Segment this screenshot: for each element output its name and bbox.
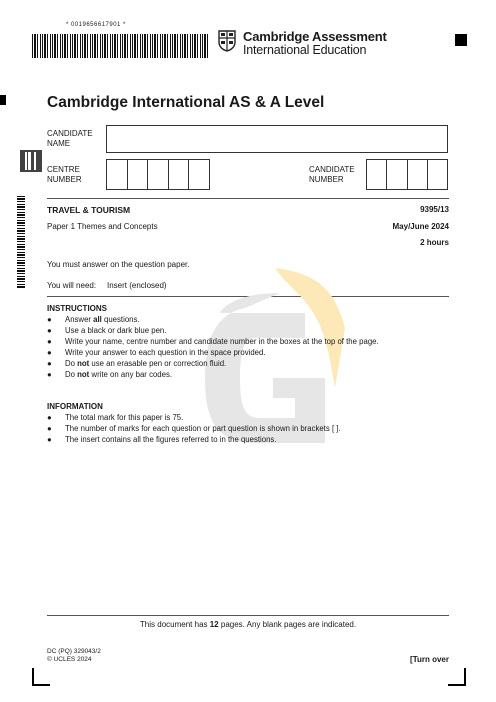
paper-code: 9395/13 bbox=[420, 205, 449, 214]
instructions-list bbox=[47, 314, 379, 380]
centre-number-label: CENTRE NUMBER bbox=[47, 165, 82, 184]
digit-box[interactable] bbox=[107, 160, 127, 189]
instructions-heading: INSTRUCTIONS bbox=[47, 304, 107, 313]
digit-box[interactable] bbox=[427, 160, 447, 189]
candidate-number-field[interactable] bbox=[366, 159, 448, 190]
answer-instruction: You must answer on the question paper. bbox=[47, 260, 190, 269]
shield-icon bbox=[218, 30, 236, 52]
need-value: Insert (enclosed) bbox=[107, 281, 167, 290]
list-item: ● Do not use an erasable pen or correction fluid. bbox=[47, 359, 227, 368]
need-label: You will need: bbox=[47, 281, 97, 290]
information-list bbox=[47, 412, 341, 445]
digit-box[interactable] bbox=[367, 160, 386, 189]
page-count-note: This document has 12 pages. Any blank pages are indicated. bbox=[139, 620, 357, 629]
divider bbox=[47, 615, 449, 616]
information-heading: INFORMATION bbox=[47, 402, 103, 411]
candidate-name-field[interactable] bbox=[106, 125, 448, 153]
list-item: ● Do not write on any bar codes. bbox=[47, 370, 173, 379]
centre-number-field[interactable] bbox=[106, 159, 210, 190]
top-barcode bbox=[32, 34, 208, 58]
crop-mark bbox=[448, 668, 466, 686]
registration-mark bbox=[455, 34, 467, 46]
paper-title: Paper 1 Themes and Concepts bbox=[47, 222, 158, 231]
logo-line2: International Education bbox=[243, 43, 367, 57]
digit-box[interactable] bbox=[147, 160, 168, 189]
list-item: ● The number of marks for each question or part question is shown in brackets [ ]. bbox=[47, 424, 341, 433]
barcode-number: * 0019656617901 * bbox=[66, 22, 126, 28]
exam-duration: 2 hours bbox=[420, 238, 449, 247]
digit-box[interactable] bbox=[168, 160, 189, 189]
list-item: ● Write your name, centre number and candidate number in the boxes at the top of the page. bbox=[47, 337, 379, 346]
copyright: © UCLES 2024 bbox=[47, 656, 92, 663]
cambridge-logo bbox=[218, 28, 387, 57]
list-item: ● The insert contains all the figures referred to in the questions. bbox=[47, 435, 277, 444]
list-item: ● Use a black or dark blue pen. bbox=[47, 326, 167, 335]
crop-mark bbox=[32, 668, 50, 686]
list-item: ● Answer all questions. bbox=[47, 315, 140, 324]
exam-session: May/June 2024 bbox=[392, 222, 449, 231]
list-item: ● Write your answer to each question in the space provided. bbox=[47, 348, 266, 357]
qr-code bbox=[22, 152, 40, 170]
digit-box[interactable] bbox=[127, 160, 148, 189]
document-code: DC (PQ) 329043/2 bbox=[47, 648, 101, 655]
page-title: Cambridge International AS & A Level bbox=[47, 94, 325, 111]
turn-over-note: [Turn over bbox=[410, 655, 449, 664]
divider bbox=[47, 198, 449, 199]
candidate-number-label: CANDIDATE NUMBER bbox=[309, 165, 355, 184]
logo-line1: Cambridge Assessment bbox=[243, 29, 387, 44]
registration-mark bbox=[0, 95, 6, 105]
digit-box[interactable] bbox=[407, 160, 427, 189]
side-barcode bbox=[17, 196, 25, 288]
digit-box[interactable] bbox=[386, 160, 406, 189]
subject-title: TRAVEL & TOURISM bbox=[47, 205, 131, 215]
candidate-name-label: CANDIDATE NAME bbox=[47, 129, 93, 148]
digit-box[interactable] bbox=[188, 160, 209, 189]
list-item: ● The total mark for this paper is 75. bbox=[47, 413, 184, 422]
